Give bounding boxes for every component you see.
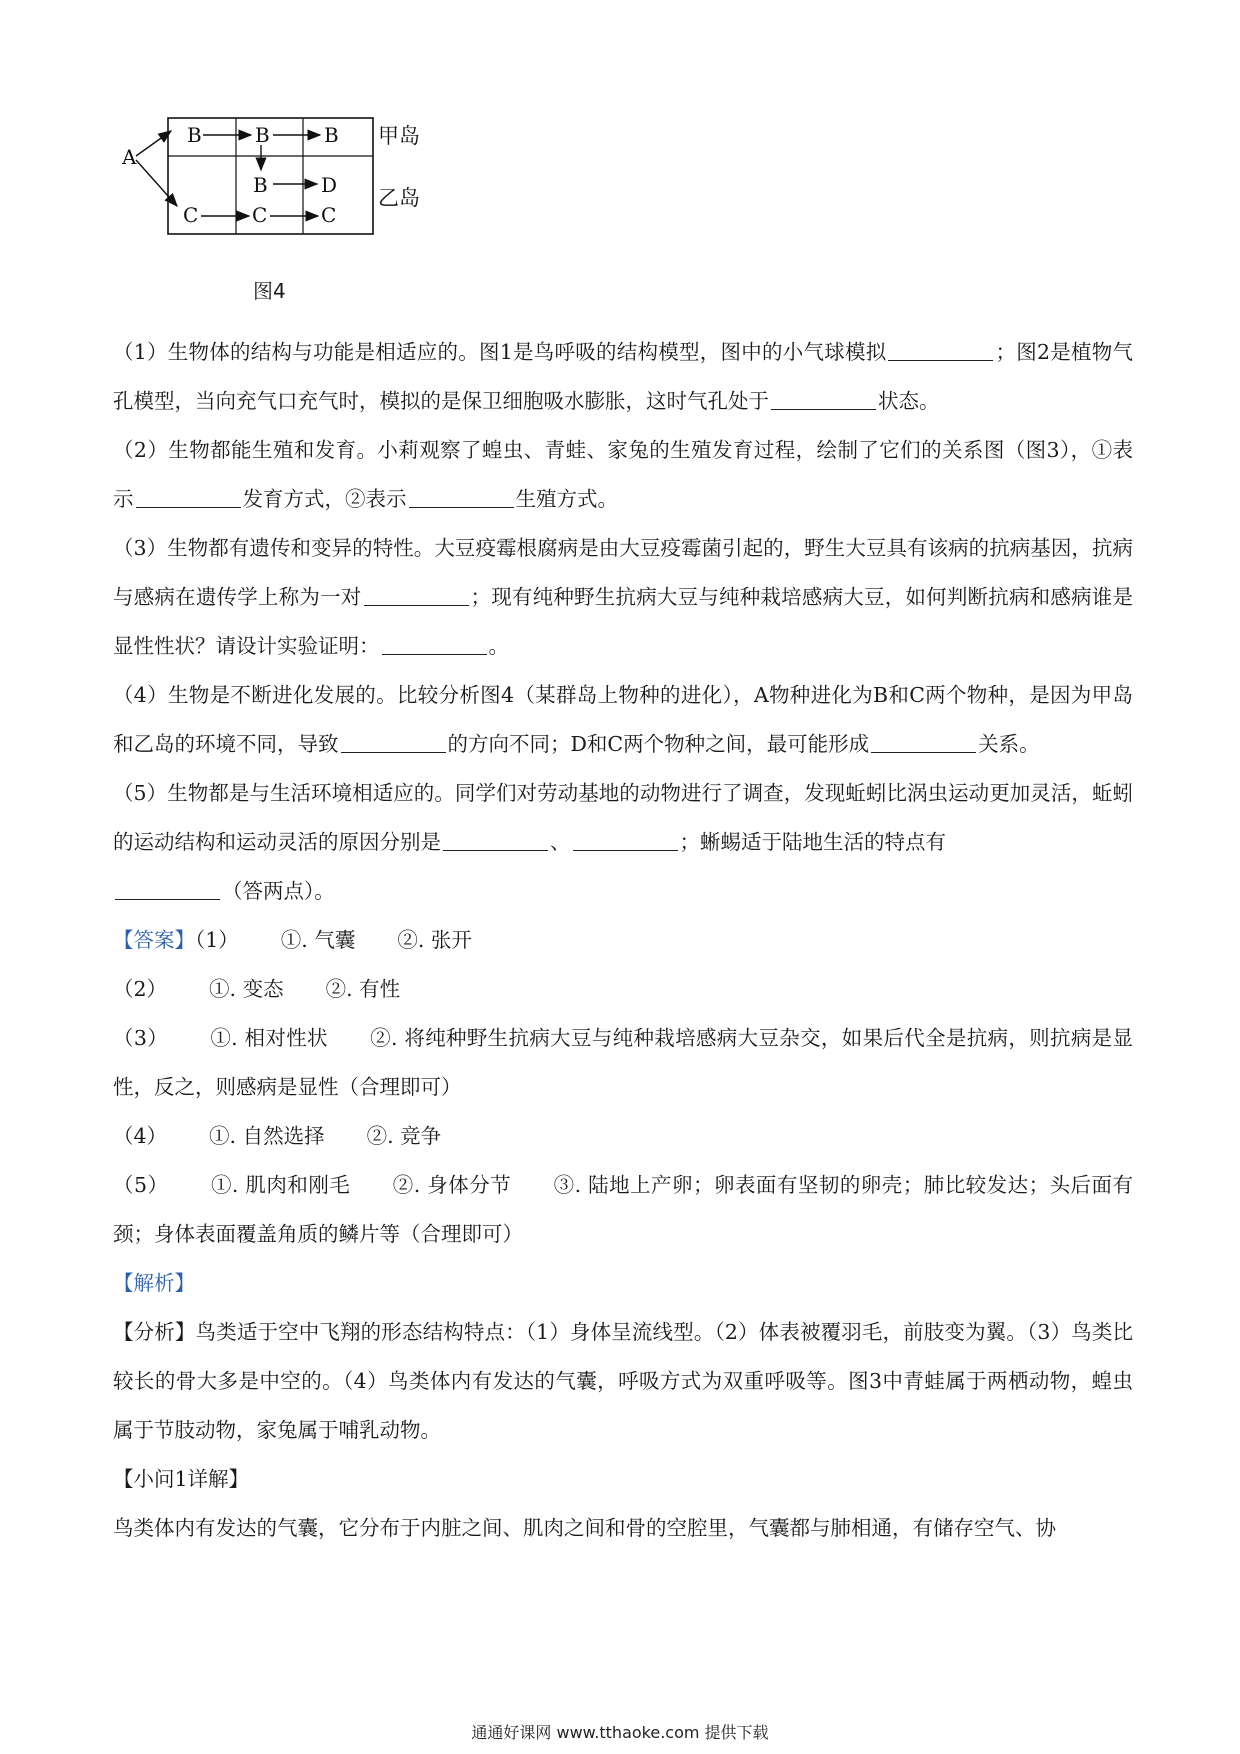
evolution-diagram	[122, 118, 485, 278]
node-b1: B	[187, 123, 202, 147]
answer-line-1: 【答案】（1） ①. 气囊 ②. 张开	[113, 928, 472, 952]
question-1: （1）生物体的结构与功能是相适应的。图1是鸟呼吸的结构模型，图中的小气球模拟 ；图2是植物气孔模型，当向充气口充气时，模拟的是保卫细胞吸水膨胀，这时气孔处于 状态。	[113, 340, 1133, 413]
analysis-heading	[113, 1259, 1133, 1308]
figure-4	[122, 118, 475, 318]
analysis-q1-text: 鸟类体内有发达的气囊，它分布于内脏之间、肌肉之间和骨的空腔里，气囊都与肺相通，有储存空气、协	[113, 1516, 1056, 1540]
node-c3: C	[321, 203, 337, 227]
answer-blank	[888, 340, 993, 361]
answer-blank	[115, 879, 220, 900]
answer-blank	[771, 389, 876, 410]
answer-line-4: （4） ①. 自然选择 ②. 竞争	[113, 1124, 442, 1148]
document-body	[113, 328, 1133, 1553]
node-d: D	[321, 173, 338, 197]
answer-blank	[364, 585, 469, 606]
answer-line-3: （3） ①. 相对性状 ②. 将纯种野生抗病大豆与纯种栽培感病大豆杂交，如果后代全是抗病，则抗病是显性，反之，则感病是显性（合理即可）	[113, 1026, 1133, 1099]
arrow-a-b	[136, 131, 171, 156]
island-yi-label: 乙岛	[378, 186, 420, 210]
question-4: （4）生物是不断进化发展的。比较分析图4（某群岛上物种的进化），A物种进化为B和C两个物种，是因为甲岛和乙岛的环境不同，导致 的方向不同；D和C两个物种之间，最可能形成 关系。	[113, 683, 1133, 756]
answer-blank	[573, 830, 678, 851]
node-b4: B	[253, 173, 268, 197]
analysis-label: 【解析】	[113, 1271, 195, 1295]
analysis-q1-heading: 【小问1详解】	[113, 1467, 250, 1491]
answer-blank	[409, 487, 514, 508]
node-a: A	[122, 145, 137, 169]
page-footer: 通通好课网 www.tthaoke.com 提供下载	[471, 1723, 769, 1742]
answer-blank	[443, 830, 548, 851]
figure-4-caption: 图4	[253, 279, 286, 303]
answer-line-5: （5） ①. 肌肉和刚毛 ②. 身体分节 ③. 陆地上产卵；卵表面有坚韧的卵壳；肺比较发达；头后面有颈；身体表面覆盖角质的鳞片等（合理即可）	[113, 1173, 1133, 1246]
analysis-fenxi: 【分析】鸟类适于空中飞翔的形态结构特点：（1）身体呈流线型。（2）体表被覆羽毛，前肢变为翼。（3）鸟类比较长的骨大多是中空的。（4）鸟类体内有发达的气囊，呼吸方式为双重呼吸等。图3中青蛙属于两栖动物，蝗虫属于节肢动物，家兔属于哺乳动物。	[113, 1320, 1133, 1442]
node-c1: C	[183, 203, 199, 227]
answer-label: 【答案】	[113, 928, 195, 952]
question-3: （3）生物都有遗传和变异的特性。大豆疫霉根腐病是由大豆疫霉菌引起的，野生大豆具有该病的抗病基因，抗病与感病在遗传学上称为一对 ；现有纯种野生抗病大豆与纯种栽培感病大豆，如何判断抗病和感病谁是显性性状？请设计实验证明： 。	[113, 536, 1134, 658]
node-b3: B	[324, 123, 339, 147]
answer-blank	[341, 732, 446, 753]
answer-line-2: （2） ①. 变态 ②. 有性	[113, 977, 401, 1001]
node-b2: B	[255, 123, 270, 147]
answer-blank	[136, 487, 241, 508]
answer-blank	[871, 732, 976, 753]
answer-blank	[382, 634, 487, 655]
arrow-a-c	[136, 160, 177, 206]
question-5: （5）生物都是与生活环境相适应的。同学们对劳动基地的动物进行了调查，发现蚯蚓比涡虫运动更加灵活，蚯蚓的运动结构和运动灵活的原因分别是 、 ；蜥蜴适于陆地生活的特点有 （答两点）。	[113, 781, 1133, 903]
question-2: （2）生物都能生殖和发育。小莉观察了蝗虫、青蛙、家兔的生殖发育过程，绘制了它们的关系图（图3），①表示 发育方式，②表示 生殖方式。	[113, 438, 1133, 511]
node-c2: C	[252, 203, 268, 227]
island-jia-label: 甲岛	[378, 124, 420, 148]
